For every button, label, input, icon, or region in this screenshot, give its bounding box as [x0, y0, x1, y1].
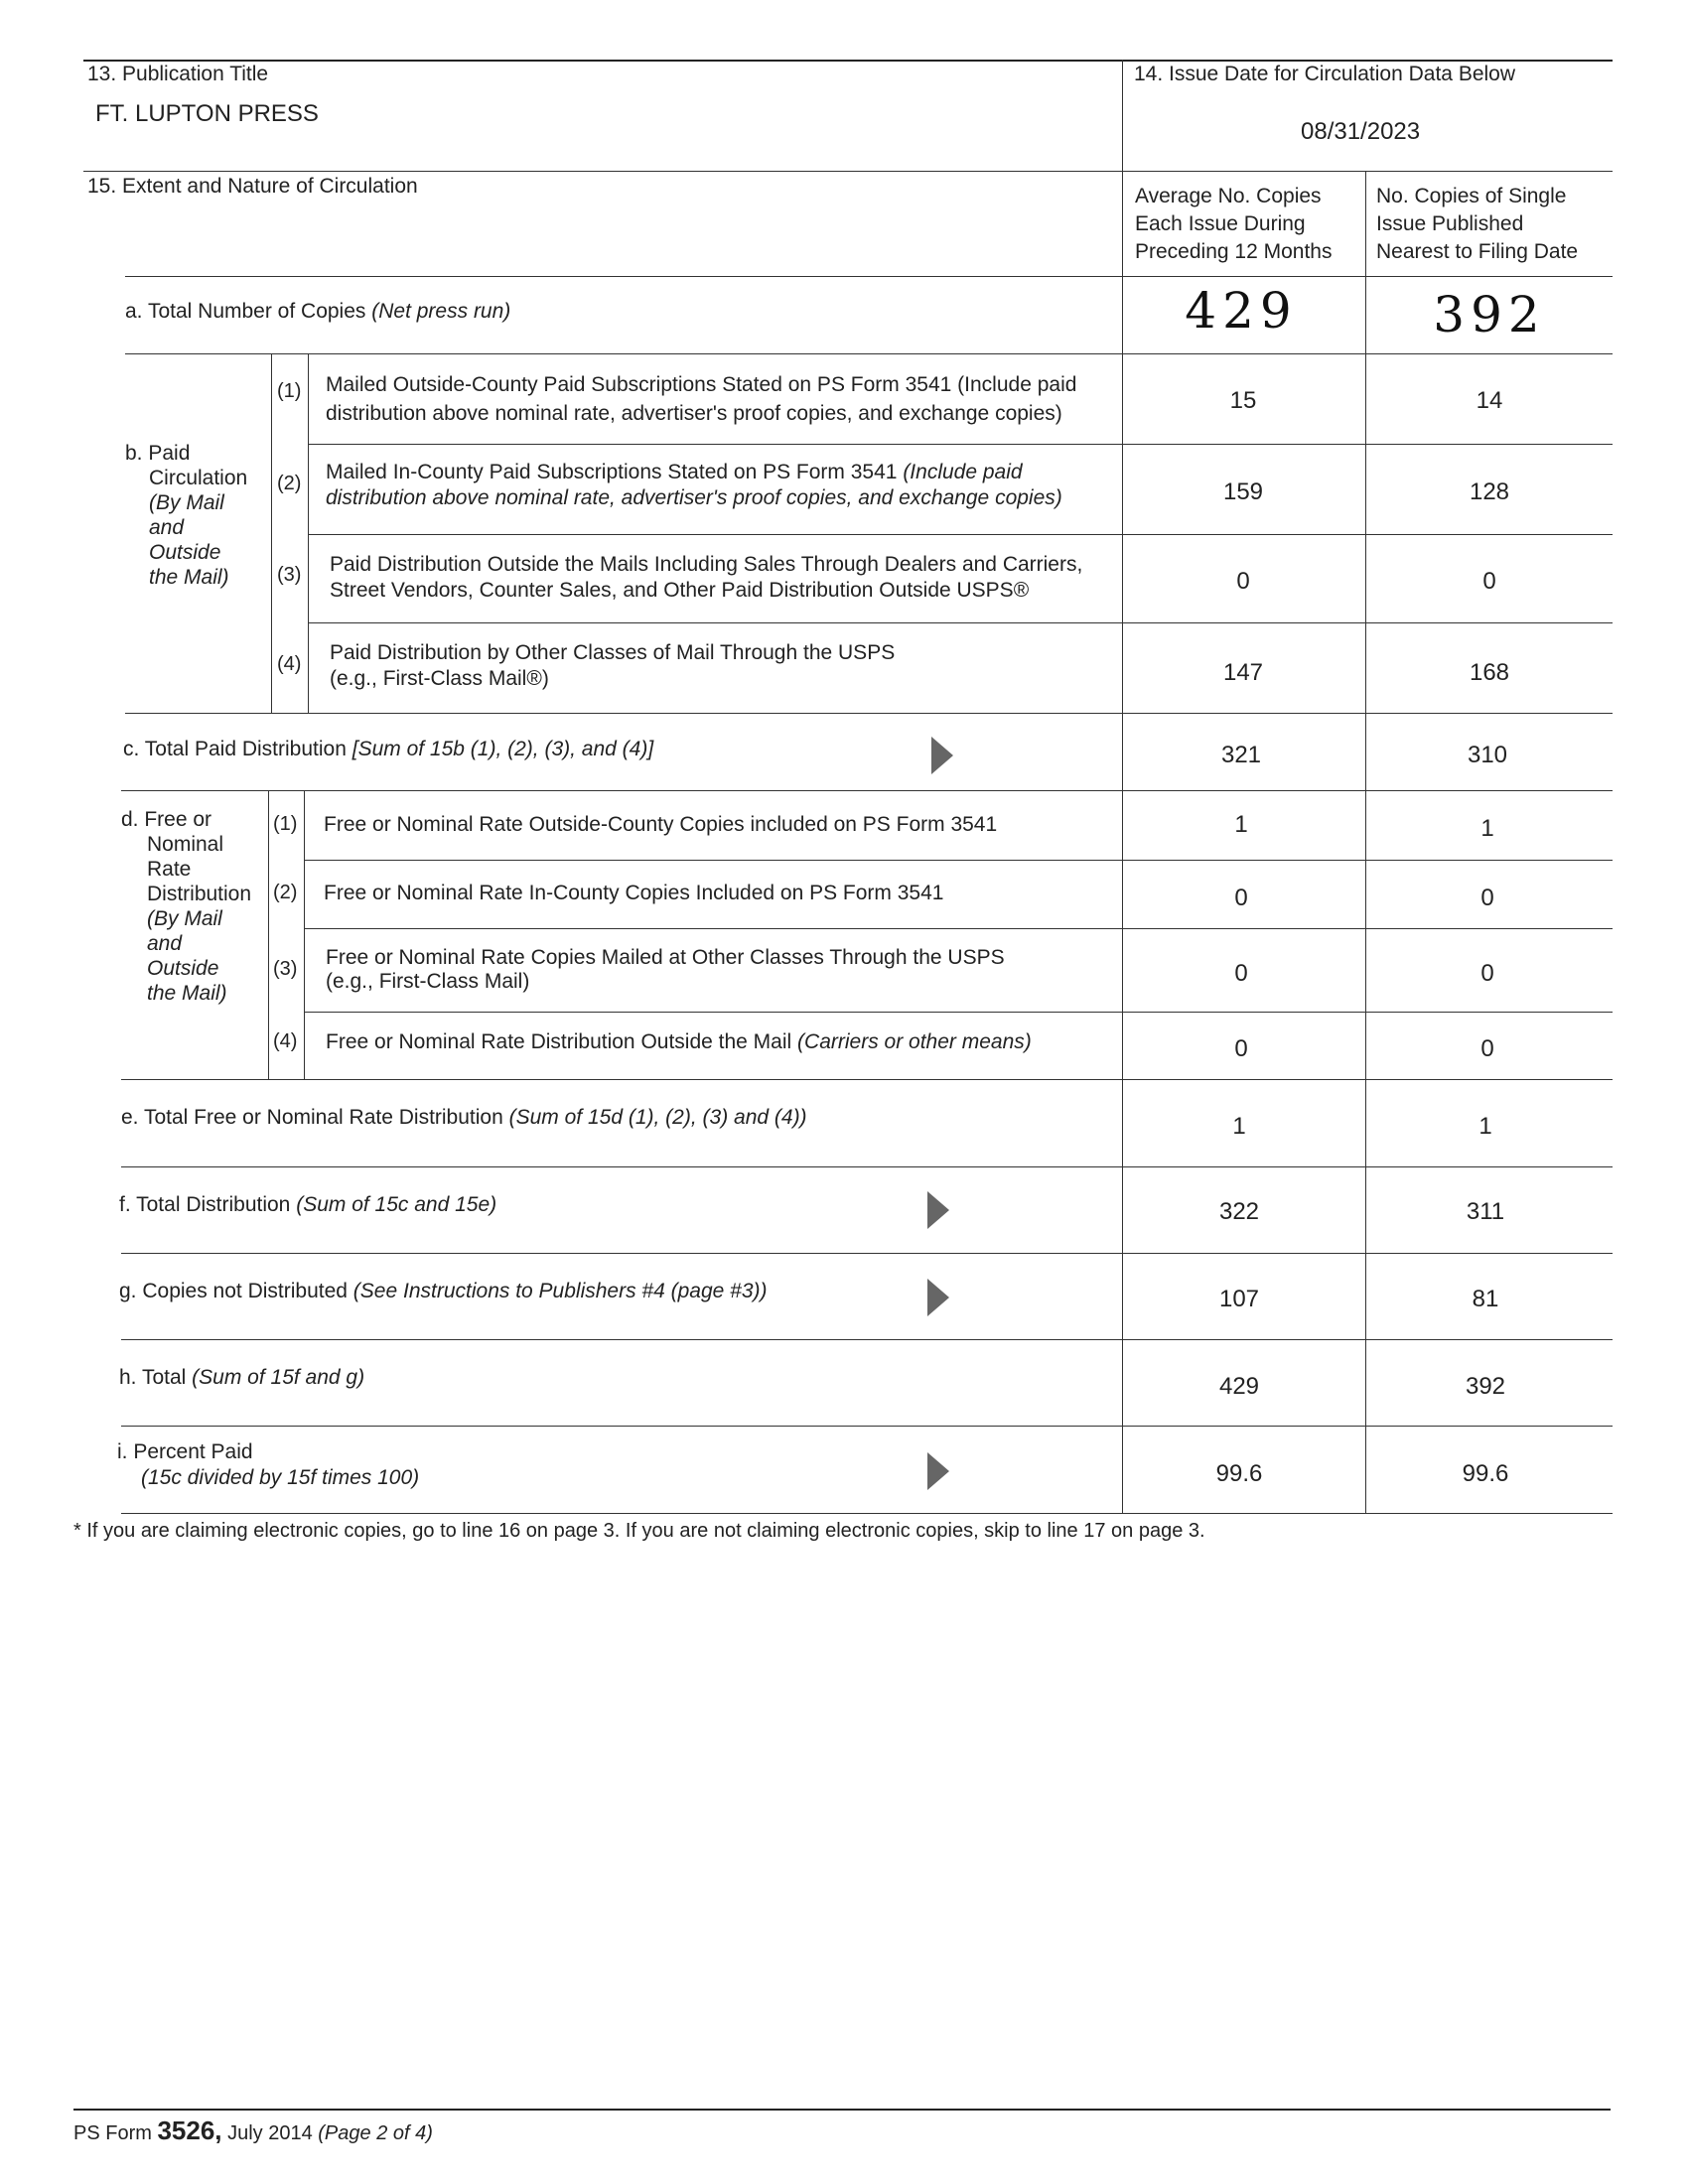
- row-i-label: i. Percent Paid (15c divided by 15f times 100): [117, 1440, 420, 1489]
- row-e-single: 1: [1478, 1113, 1492, 1140]
- d-idx-right: [304, 790, 305, 1079]
- rule-after-f: [121, 1253, 1613, 1254]
- issue-date-label: 14. Issue Date for Circulation Data Below: [1134, 63, 1516, 85]
- row-h-avg: 429: [1218, 1373, 1260, 1400]
- b3-index: (3): [277, 564, 302, 586]
- d2-avg: 0: [1234, 885, 1248, 911]
- single-issue-header: No. Copies of Single Issue Published Nearest to Filing Date: [1376, 185, 1579, 263]
- rule-after-c: [121, 790, 1613, 791]
- row-a-label: a. Total Number of Copies (Net press run): [125, 300, 511, 323]
- form-footer: PS Form 3526, July 2014 (Page 2 of 4): [73, 2116, 433, 2145]
- row-h-label: h. Total (Sum of 15f and g): [119, 1366, 365, 1389]
- d2-single: 0: [1480, 885, 1494, 911]
- b1-index: (1): [277, 380, 302, 402]
- arrow-icon: [927, 1191, 949, 1229]
- b-idx-right: [308, 353, 309, 713]
- b-idx-left: [271, 353, 272, 713]
- d1-single: 1: [1480, 815, 1494, 842]
- rule-after-d1: [304, 860, 1613, 861]
- b1-single: 14: [1476, 387, 1503, 414]
- row-c-single: 310: [1467, 742, 1508, 768]
- row-e-label: e. Total Free or Nominal Rate Distribution (Sum of 15d (1), (2), (3) and (4)): [121, 1106, 807, 1129]
- b4-single: 168: [1469, 659, 1510, 686]
- d1-avg: 1: [1234, 811, 1248, 838]
- b2-avg: 159: [1222, 478, 1264, 505]
- row-a-single: 392: [1433, 286, 1546, 343]
- rule-after-d2: [304, 928, 1613, 929]
- footer-rule: [73, 2109, 1611, 2111]
- row-g-avg: 107: [1218, 1286, 1260, 1312]
- row-g-single: 81: [1472, 1286, 1499, 1312]
- col-divider-avg: [1122, 171, 1123, 1513]
- row-c-avg: 321: [1220, 742, 1262, 768]
- row-i-avg: 99.6: [1215, 1460, 1263, 1487]
- publication-title: FT. LUPTON PRESS: [95, 100, 319, 127]
- rule-after-e: [121, 1166, 1613, 1167]
- rule-after-i: [121, 1513, 1613, 1514]
- d1-text: Free or Nominal Rate Outside-County Copies included on PS Form 3541: [324, 813, 998, 836]
- rule-after-b3: [308, 622, 1613, 623]
- row-i-single: 99.6: [1462, 1460, 1509, 1487]
- b3-text: Paid Distribution Outside the Mails Including Sales Through Dealers and Carriers, Street Vendors, Counter Sales, and Other Paid Distribution Outside USPS®: [330, 553, 1083, 602]
- d3-text: Free or Nominal Rate Copies Mailed at Other Classes Through the USPS (e.g., First-Class Mail): [326, 946, 1005, 993]
- b4-avg: 147: [1222, 659, 1264, 686]
- d3-index: (3): [273, 958, 298, 980]
- arrow-icon: [927, 1452, 949, 1490]
- rule-after-b4: [125, 713, 1613, 714]
- d2-index: (2): [273, 882, 298, 903]
- avg-copies-header: Average No. Copies Each Issue During Preceding 12 Months: [1135, 185, 1333, 263]
- rule-after-h: [121, 1426, 1613, 1427]
- rule-after-a: [125, 353, 1613, 354]
- d3-single: 0: [1480, 960, 1494, 987]
- row-e-avg: 1: [1232, 1113, 1246, 1140]
- row-a-avg: 429: [1185, 282, 1298, 340]
- b3-avg: 0: [1236, 568, 1250, 595]
- row-h-single: 392: [1465, 1373, 1506, 1400]
- row-f-avg: 322: [1218, 1198, 1260, 1225]
- header-divider: [83, 171, 1613, 172]
- b1-avg: 15: [1229, 387, 1257, 414]
- arrow-icon: [927, 1279, 949, 1316]
- b1-text: Mailed Outside-County Paid Subscriptions Stated on PS Form 3541 (Include paid distribution above nominal rate, advertiser's proof copies, and exchange copies): [326, 373, 1077, 425]
- row-g-label: g. Copies not Distributed (See Instructions to Publishers #4 (page #3)): [119, 1280, 768, 1302]
- b4-index: (4): [277, 653, 302, 675]
- rule-after-d4: [121, 1079, 1613, 1080]
- arrow-icon: [931, 737, 953, 774]
- rule-after-d3: [304, 1012, 1613, 1013]
- d4-text: Free or Nominal Rate Distribution Outside the Mail (Carriers or other means): [326, 1030, 1032, 1053]
- rule-after-g: [121, 1339, 1613, 1340]
- rule-after-b1: [308, 444, 1613, 445]
- d1-index: (1): [273, 813, 298, 835]
- row-f-single: 311: [1466, 1198, 1505, 1225]
- d4-index: (4): [273, 1030, 298, 1052]
- b2-text: Mailed In-County Paid Subscriptions Stated on PS Form 3541 (Include paid distribution above nominal rate, advertiser's proof copies, and exchange copies): [326, 461, 1062, 509]
- b2-index: (2): [277, 473, 302, 494]
- d3-avg: 0: [1234, 960, 1248, 987]
- issue-date: 08/31/2023: [1301, 118, 1421, 145]
- col-divider-single: [1365, 171, 1366, 1513]
- b2-single: 128: [1469, 478, 1510, 505]
- b3-single: 0: [1482, 568, 1496, 595]
- row-f-label: f. Total Distribution (Sum of 15c and 15e): [119, 1193, 497, 1216]
- rule-after-header: [125, 276, 1613, 277]
- rule-after-b2: [308, 534, 1613, 535]
- b4-text: Paid Distribution by Other Classes of Mail Through the USPS (e.g., First-Class Mail®): [330, 641, 896, 690]
- header-col-divider: [1122, 60, 1123, 171]
- publication-title-label: 13. Publication Title: [87, 63, 269, 85]
- d2-text: Free or Nominal Rate In-County Copies Included on PS Form 3541: [324, 882, 944, 904]
- d4-single: 0: [1480, 1035, 1494, 1062]
- d4-avg: 0: [1234, 1035, 1248, 1062]
- row-c-label: c. Total Paid Distribution [Sum of 15b (1), (2), (3), and (4)]: [123, 738, 654, 760]
- footnote: * If you are claiming electronic copies, go to line 16 on page 3. If you are not claiming electronic copies, skip to line 17 on page 3.: [73, 1520, 1205, 1542]
- section15-label: 15. Extent and Nature of Circulation: [87, 175, 418, 198]
- d-group-label: d. Free or Nominal Rate Distribution (By Mail and Outside the Mail): [121, 808, 252, 1005]
- b-group-label: b. Paid Circulation (By Mail and Outside the Mail): [125, 442, 248, 589]
- d-idx-left: [268, 790, 269, 1079]
